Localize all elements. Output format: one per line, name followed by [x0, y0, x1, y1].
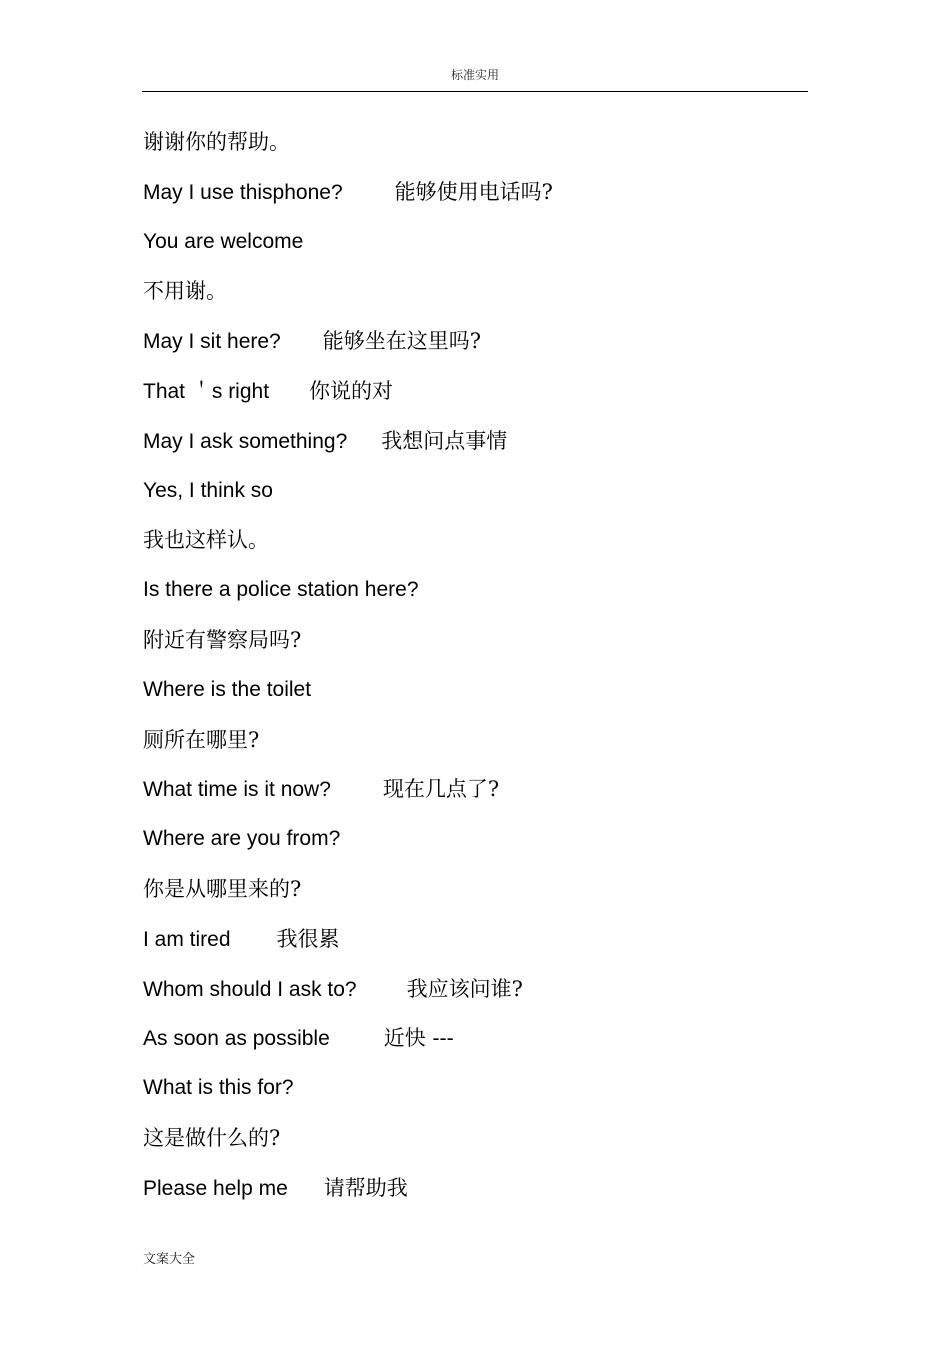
english-phrase: May I ask something? — [143, 429, 348, 453]
chinese-phrase: 我很累 — [276, 926, 340, 951]
phrase-line — [143, 1020, 809, 1070]
page-header: 标准实用 — [450, 68, 499, 82]
phrase-line — [143, 672, 809, 722]
chinese-phrase: 这是做什么的? — [143, 1125, 281, 1150]
phrase-line — [143, 1170, 809, 1220]
chinese-phrase: 谢谢你的帮助。 — [143, 130, 290, 154]
english-phrase: Yes, I think so — [143, 478, 273, 502]
chinese-phrase: 我也这样认。 — [143, 528, 269, 553]
phrase-line — [143, 572, 809, 622]
phrase-list — [143, 124, 809, 1220]
chinese-phrase: 厕所在哪里? — [143, 727, 260, 752]
chinese-phrase: 你是从哪里来的? — [143, 876, 302, 901]
english-phrase: You are welcome — [143, 229, 304, 253]
chinese-phrase: 不用谢。 — [143, 279, 227, 304]
chinese-phrase: 我想问点事情 — [381, 428, 508, 453]
chinese-phrase: 能够坐在这里吗? — [322, 329, 481, 354]
phrase-line — [143, 124, 809, 174]
phrase-line — [143, 224, 809, 274]
english-phrase: I am tired — [143, 927, 231, 951]
phrase-line — [143, 1120, 809, 1170]
phrase-line — [143, 722, 809, 772]
english-phrase: What time is it now? — [143, 778, 331, 802]
phrase-line — [143, 771, 809, 821]
phrase-line — [143, 1070, 809, 1120]
header-divider — [142, 91, 808, 92]
phrase-line — [143, 473, 809, 523]
chinese-phrase: 你说的对 — [309, 378, 394, 403]
phrase-line — [143, 323, 809, 373]
phrase-line — [143, 871, 809, 921]
english-phrase: Where is the toilet — [143, 677, 312, 701]
phrase-line — [143, 373, 809, 423]
english-phrase: Is there a police station here? — [143, 578, 419, 602]
phrase-line — [143, 174, 809, 224]
phrase-line — [143, 273, 809, 323]
phrase-line — [143, 423, 809, 473]
english-phrase: That ＇s right — [143, 379, 270, 403]
chinese-phrase: 能够使用电话吗? — [394, 179, 553, 204]
english-phrase: What is this for? — [143, 1076, 294, 1100]
english-phrase: Whom should I ask to? — [143, 977, 357, 1001]
chinese-phrase: 附近有警察局吗? — [143, 627, 302, 652]
english-phrase: Where are you from? — [143, 827, 341, 851]
page-footer: 文案大全 — [143, 1252, 196, 1267]
phrase-line — [143, 622, 809, 672]
english-phrase: May I use thisphone? — [143, 180, 343, 204]
chinese-phrase: 请帮助我 — [323, 1175, 408, 1200]
chinese-phrase: 现在几点了? — [382, 777, 500, 802]
english-phrase: Please help me — [143, 1176, 288, 1200]
phrase-line — [143, 921, 809, 971]
phrase-line — [143, 522, 809, 572]
english-phrase: May I sit here? — [143, 330, 281, 354]
phrase-line — [143, 971, 809, 1021]
chinese-phrase: 我应该问谁? — [406, 976, 523, 1001]
phrase-line — [143, 821, 809, 871]
chinese-phrase: 近快 --- — [383, 1026, 454, 1051]
english-phrase: As soon as possible — [143, 1027, 330, 1051]
